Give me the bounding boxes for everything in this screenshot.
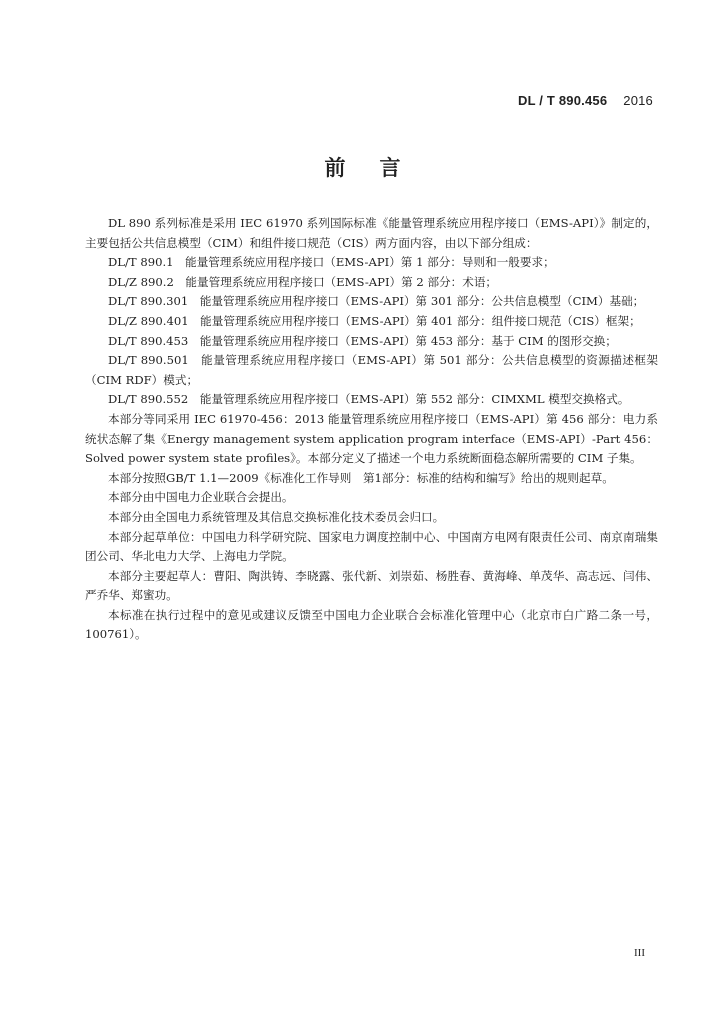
list-item-part-453: DL/T 890.453 能量管理系统应用程序接口（EMS-API）第 453 部分：基于 CIM 的图形交换； <box>108 333 617 348</box>
paragraph-committee: 本部分由全国电力系统管理及其信息交换标准化技术委员会归口。 <box>108 509 445 524</box>
paragraph-drafting-units: 本部分起草单位：中国电力科学研究院、国家电力调度控制中心、中国南方电网有限责任公司、南京南瑞集团公司、华北电力大学、上海电力学院。 <box>85 529 658 564</box>
paragraph-drafters: 本部分主要起草人：曹阳、陶洪铸、李晓露、张代新、刘崇茹、杨胜春、黄海峰、单茂华、高志远、闫伟、严乔华、郑蜜功。 <box>85 568 658 603</box>
list-item-part-401: DL/Z 890.401 能量管理系统应用程序接口（EMS-API）第 401 部分：组件接口规范（CIS）框架； <box>108 313 641 328</box>
foreword-body <box>85 214 658 645</box>
page-title: 前言 <box>324 155 435 180</box>
page-number: III <box>634 947 645 959</box>
list-item-part-501: DL/T 890.501 能量管理系统应用程序接口（EMS-API）第 501 部分：公共信息模型的资源描述框架（CIM RDF）模式； <box>85 353 658 387</box>
list-item-part-552: DL/T 890.552 能量管理系统应用程序接口（EMS-API）第 552 部分：CIMXML 模型交换格式。 <box>108 392 630 407</box>
standard-code-header <box>518 93 653 108</box>
paragraph-adoption: 本部分等同采用 IEC 61970-456：2013 能量管理系统应用程序接口（EMS-API）第 456 部分：电力系统状态解了集《Energy management system application program interface（EMS-API）-Part 456：Solved power system state profiles》。本部分定义了描述一个电力系统断面稳态解所需要的 CIM 子集。 <box>85 411 658 466</box>
paragraph-intro: DL 890 系列标准是采用 IEC 61970 系列国际标准《能量管理系统应用程序接口（EMS-API）》制定的，主要包括公共信息模型（CIM）和组件接口规范（CIS）两方面内容，由以下部分组成： <box>85 216 658 250</box>
list-item-part-2: DL/Z 890.2 能量管理系统应用程序接口（EMS-API）第 2 部分：术语； <box>108 274 498 289</box>
standard-year: 2016 <box>623 93 653 108</box>
standard-code: DL / T 890.456 <box>517 93 608 108</box>
paragraph-drafting-rules: 本部分按照GB/T 1.1—2009《标准化工作导则 第1部分：标准的结构和编写》给出的规则起草。 <box>108 470 614 485</box>
paragraph-proposer: 本部分由中国电力企业联合会提出。 <box>108 490 294 505</box>
list-item-part-301: DL/T 890.301 能量管理系统应用程序接口（EMS-API）第 301 部分：公共信息模型（CIM）基础； <box>108 294 645 309</box>
paragraph-feedback: 本标准在执行过程中的意见或建议反馈至中国电力企业联合会标准化管理中心（北京市白广路二条一号，100761）。 <box>85 607 658 642</box>
list-item-part-1: DL/T 890.1 能量管理系统应用程序接口（EMS-API）第 1 部分：导则和一般要求； <box>108 255 555 270</box>
